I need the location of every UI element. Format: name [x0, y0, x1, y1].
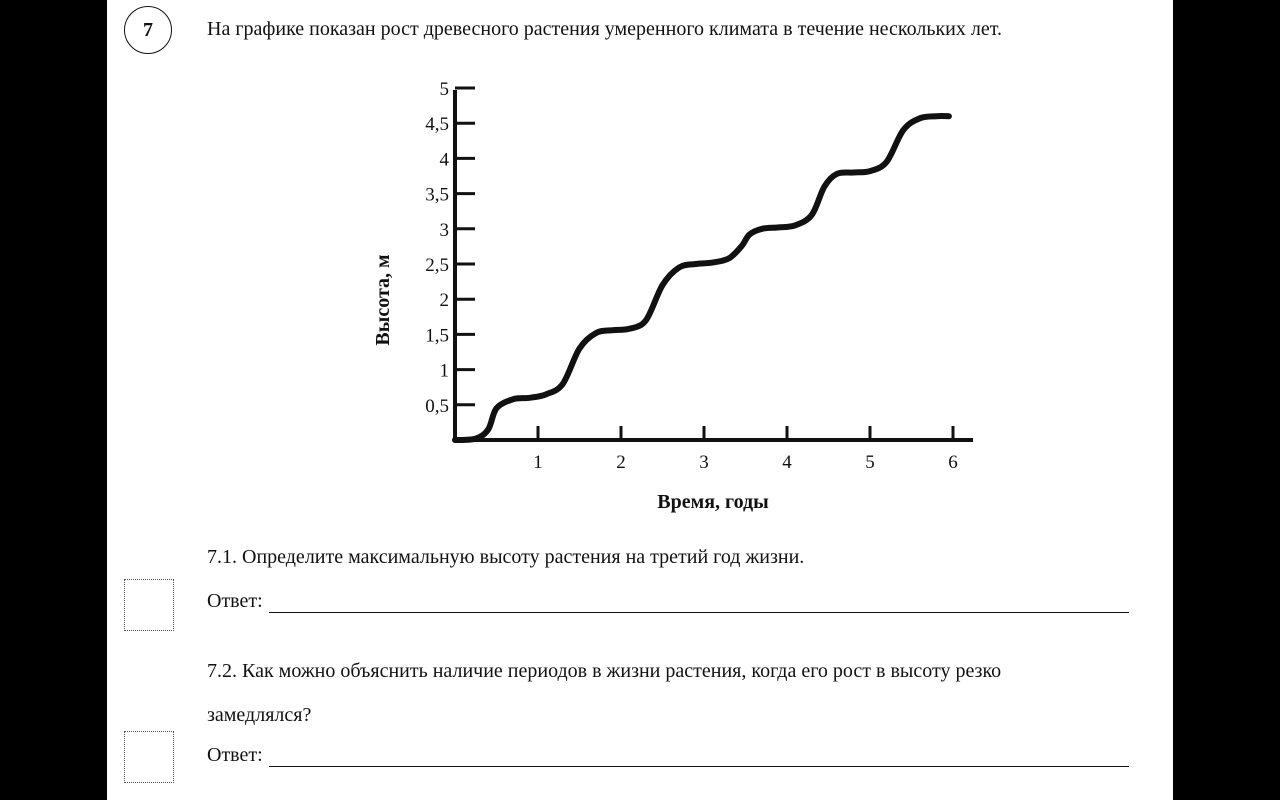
- y-tick-label: 0,5: [425, 395, 449, 417]
- y-tick-label: 1,5: [425, 325, 449, 347]
- answer-row-7-2: [207, 744, 1129, 767]
- x-tick-label: 6: [948, 452, 958, 473]
- x-tick-label: 5: [865, 452, 875, 473]
- x-axis-label: Время, годы: [657, 491, 769, 513]
- answer-field-7-1[interactable]: [269, 592, 1129, 613]
- y-tick-label: 4: [439, 149, 449, 171]
- score-box-7-1[interactable]: [124, 579, 174, 631]
- answer-field-7-2[interactable]: [269, 746, 1129, 767]
- answer-label-7-1: Ответ:: [207, 590, 263, 612]
- question-7-2-line1: 7.2. Как можно объяснить наличие периодов в жизни растения, когда его рост в высоту резко: [207, 660, 1002, 682]
- y-tick-label: 3: [439, 219, 449, 241]
- task-intro-text: На графике показан рост древесного растения умеренного климата в течение нескольких лет.: [207, 18, 1002, 40]
- y-tick-label: 2: [439, 290, 449, 312]
- growth-curve: [455, 116, 949, 440]
- question-7-1: 7.1. Определите максимальную высоту растения на третий год жизни.: [207, 546, 805, 568]
- x-tick-label: 1: [533, 452, 543, 473]
- task-number: 7: [143, 18, 153, 41]
- task-page: [107, 0, 1173, 800]
- y-tick-group: [425, 79, 475, 417]
- answer-label-7-2: Ответ:: [207, 744, 263, 766]
- x-tick-label: 4: [782, 452, 792, 473]
- y-tick-label: 5: [439, 79, 449, 100]
- y-tick-label: 1: [439, 360, 449, 382]
- x-tick-group: [533, 426, 958, 473]
- y-tick-label: 3,5: [425, 184, 449, 206]
- answer-row-7-1: [207, 590, 1129, 613]
- y-tick-label: 4,5: [425, 114, 449, 136]
- growth-chart: [107, 0, 1173, 530]
- y-tick-label: 2,5: [425, 255, 449, 276]
- x-tick-label: 3: [699, 452, 709, 473]
- score-box-7-2[interactable]: [124, 731, 174, 783]
- x-tick-label: 2: [616, 452, 626, 473]
- y-axis-label: Высота, м: [372, 254, 394, 346]
- question-7-2-line2: замедлялся?: [207, 704, 312, 726]
